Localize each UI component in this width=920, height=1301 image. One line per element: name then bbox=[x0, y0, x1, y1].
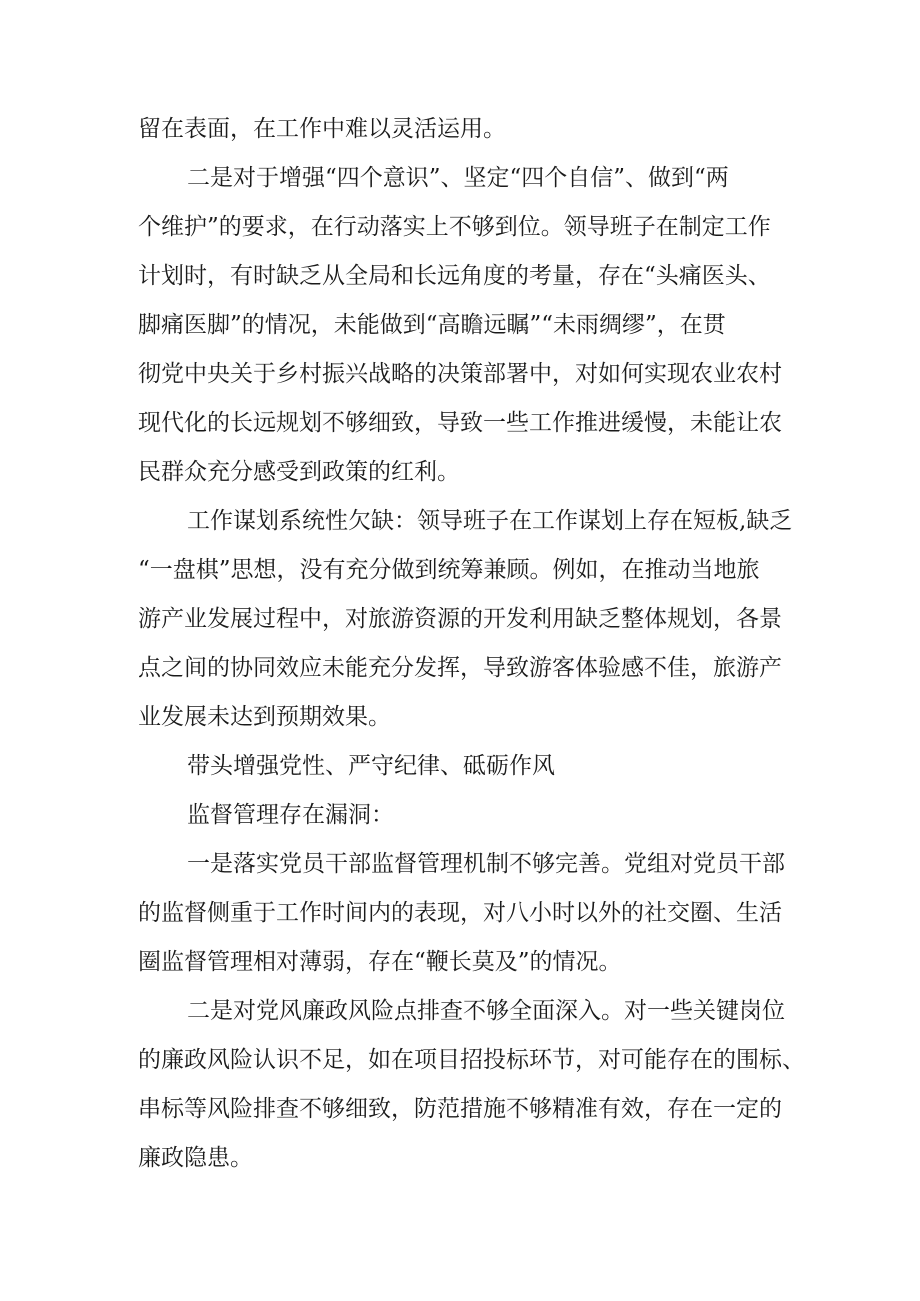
text-line: 一是落实党员干部监督管理机制不够完善。党组对党员干部 bbox=[187, 851, 785, 877]
subsection-heading: 监督管理存在漏洞： bbox=[187, 802, 394, 828]
text-line: 的廉政风险认识不足，如在项目招投标环节，对可能存在的围标、 bbox=[138, 1047, 805, 1073]
text-line: 点之间的协同效应未能充分发挥，导致游客体验感不佳，旅游产 bbox=[138, 655, 782, 681]
text-line: 二是对党风廉政风险点排查不够全面深入。对一些关键岗位 bbox=[187, 998, 785, 1024]
text-line: 留在表面，在工作中难以灵活运用。 bbox=[138, 116, 506, 142]
text-line: 现代化的长远规划不够细致，导致一些工作推进缓慢，未能让农 bbox=[138, 410, 782, 436]
section-heading: 带头增强党性、严守纪律、砥砺作风 bbox=[187, 753, 555, 779]
text-line: 计划时，有时缺乏从全局和长远角度的考量，存在“头痛医头、 bbox=[138, 263, 771, 289]
text-line: 业发展未达到预期效果。 bbox=[138, 704, 391, 730]
text-line: 串标等风险排查不够细致，防范措施不够精准有效，存在一定的 bbox=[138, 1096, 782, 1122]
text-line: “一盘棋”思想，没有充分做到统筹兼顾。例如，在推动当地旅 bbox=[138, 557, 760, 583]
text-line: 的监督侧重于工作时间内的表现，对八小时以外的社交圈、生活 bbox=[138, 900, 782, 926]
text-line: 个维护”的要求，在行动落实上不够到位。领导班子在制定工作 bbox=[138, 214, 771, 240]
text-line: 圈监督管理相对薄弱，存在“鞭长莫及”的情况。 bbox=[138, 949, 622, 975]
text-line: 彻党中央关于乡村振兴战略的决策部署中，对如何实现农业农村 bbox=[138, 361, 782, 387]
text-line: 脚痛医脚”的情况，未能做到“高瞻远瞩”“未雨绸缪”，在贯 bbox=[138, 312, 726, 338]
text-line: 廉政隐患。 bbox=[138, 1145, 253, 1171]
text-line: 二是对于增强“四个意识”、坚定“四个自信”、做到“两 bbox=[187, 165, 729, 191]
text-line: 游产业发展过程中，对旅游资源的开发利用缺乏整体规划，各景 bbox=[138, 606, 782, 632]
text-line: 民群众充分感受到政策的红利。 bbox=[138, 459, 460, 485]
text-line: 工作谋划系统性欠缺：领导班子在工作谋划上存在短板,缺乏 bbox=[187, 508, 793, 534]
